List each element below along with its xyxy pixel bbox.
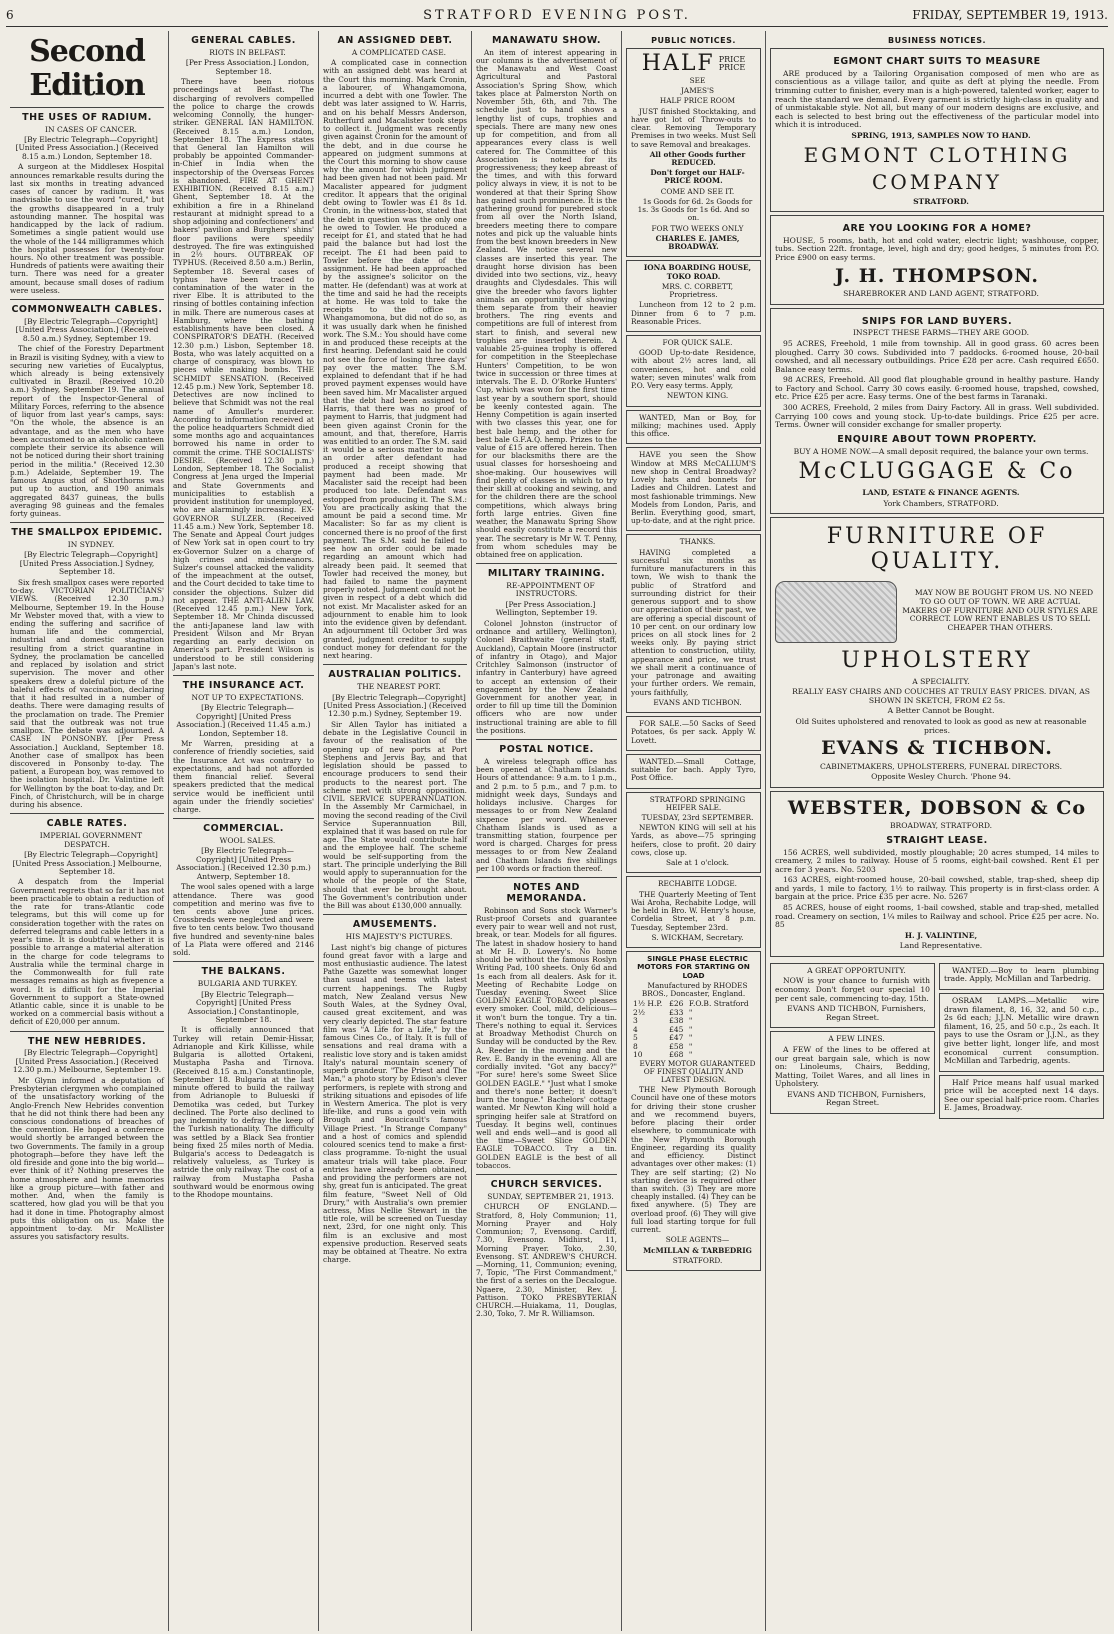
egmont-town: STRATFORD. xyxy=(913,196,969,206)
egmont-line-2: COMPANY xyxy=(872,169,1002,194)
heifer-sale-title: STRATFORD SPRINGING HEIFER SALE. xyxy=(649,794,746,812)
wanted-man-body: WANTED, Man or Boy, for milking; machines used. Apply this office. xyxy=(631,412,756,439)
insurance-headline: THE INSURANCE ACT. xyxy=(182,680,305,692)
motor-price-cell: £47 xyxy=(669,1033,684,1043)
commercial-subtitle: WOOL SALES. xyxy=(219,835,276,845)
evans-tichbon-sub: CABINETMAKERS, UPHOLSTERERS, FUNERAL DIRECTORS. xyxy=(819,761,1063,771)
evans-tichbon-firm: EVANS & TICHBON. xyxy=(821,737,1053,760)
plumbing-ad xyxy=(939,963,1104,990)
motor-price-cell: 1½ H.P. xyxy=(633,999,663,1009)
quick-sale-body: GOOD Up-to-date Residence, with about 2½ acres land, all conveniences, hot and cold water; seven minutes' walk from P.O. Very easy terms. Apply, xyxy=(631,348,756,391)
motor-price-cell: " xyxy=(688,1016,693,1026)
balkans-subtitle: BULGARIA AND TURKEY. xyxy=(197,979,298,989)
motor-price-row xyxy=(631,1026,756,1034)
dont-forget-label: Don't forget our HALF-PRICE ROOM. xyxy=(650,168,745,186)
motor-price-row xyxy=(631,1043,756,1051)
opportunity-body: NOW is your chance to furnish with economy. Don't forget our special 10 per cent sale, commencing to-day, 15th. xyxy=(775,976,930,1003)
amusements-subtitle: HIS MAJESTY'S PICTURES. xyxy=(345,932,453,942)
column-2 xyxy=(169,31,319,1631)
motor-price-cell: 10 xyxy=(633,1050,643,1060)
business-notices-header: BUSINESS NOTICES. xyxy=(887,36,986,45)
smallpox-headline: THE SMALLPOX EPIDEMIC. xyxy=(11,527,163,539)
politics-byline: [By Electric Telegraph—Copyright] [United Press Association.] (Received 12.30 p.m.) Sydney, September 19. xyxy=(323,692,467,719)
motors-title: SINGLE PHASE ELECTRIC MOTORS FOR STARTING ON LOAD xyxy=(637,954,750,980)
radium-byline: [By Electric Telegraph—Copyright] [United Press Association.] (Received 8.15 a.m.) London, September 18. xyxy=(15,134,159,161)
webster-item: 85 ACRES, house of eight rooms, 1-bail cowshed, stable and trap-shed, metalled road. Creamery on section, 1¼ miles to Railway and school. Price £25 per acre. No. 85 xyxy=(775,903,1099,930)
wanted-cottage-ad xyxy=(626,754,761,789)
webster-firm: WEBSTER, DOBSON & Co xyxy=(787,796,1087,819)
iona-title: IONA BOARDING HOUSE, TOKO ROAD. xyxy=(643,263,752,281)
show-window-ad xyxy=(626,447,761,531)
wanted-man-ad xyxy=(626,410,761,445)
motor-price-row xyxy=(631,1034,756,1042)
notes-headline: NOTES AND MEMORANDA. xyxy=(506,882,587,904)
radium-headline: THE USES OF RADIUM. xyxy=(22,111,152,123)
half-price-body: JUST finished Stocktaking, and have got lot of Throw-outs to clear. Removing Temporary Premises in two weeks. Must Sell to save Removal and breakages. xyxy=(631,106,756,149)
easy-chairs-line: REALLY EASY CHAIRS AND COUCHES AT TRULY EASY PRICES. DIVAN, AS SHOWN IN SKETCH, FROM £2 5s. xyxy=(792,687,1090,705)
insurance-subtitle: NOT UP TO EXPECTATIONS. xyxy=(191,692,304,702)
motor-price-cell: " xyxy=(688,1041,693,1051)
motors-body: THE New Plymouth Borough Council have one of these motors for driving their stone crusher and we recommend buyers, before placing their order elsewhere, to communicate with the New Plymouth Borough Engineer, regarding its quality and efficiency. Distinct advantages over other makes: (1) They are self starting; (2) No starting device is required other than switch. (3) They are more cheaply installed. (4) They can be fixed anywhere. (5) They are overload proof. (6) They will give full load starting torque for full current. xyxy=(631,1085,756,1235)
half-word: HALF xyxy=(641,51,715,77)
balkans-headline: THE BALKANS. xyxy=(201,966,286,978)
motor-price-cell: F.O.B. Stratford xyxy=(688,999,749,1009)
quick-sale-sign: NEWTON KING. xyxy=(666,391,729,401)
motor-price-cell: " xyxy=(688,1050,693,1060)
thanks-sign: EVANS AND TICHBON. xyxy=(653,697,742,707)
issue-date: FRIDAY, SEPTEMBER 19, 1913. xyxy=(912,8,1108,22)
church-body: CHURCH OF ENGLAND.—Stratford, 8, Holy Communion; 11, Morning Prayer and Holy Communion; 7, Evensong. Cardiff, 7.30, Evensong. Midhirst, 11, Morning Prayer. Toko, 2.30, Evensong. ST. ANDREW'S CHURCH.—Morning, 11, Communion; evening, 7, Topic, "The First Commandment," the first of a series on the Decalogue. Ngaere, 2.30, Minister, Rev. J. Pattison. TOKO PRESBYTERIAN CHURCH.—Huiakama, 11, Douglas, 2.30, Toko, 7. Mr R. Williamson. xyxy=(476,1202,617,1319)
furniture-ad xyxy=(770,517,1104,788)
motor-price-row xyxy=(631,1000,756,1008)
webster-item: 163 ACRES, eight-roomed house, 20-bail cowshed, stable, trap-shed, sheep dip and yards, 1 mile to factory, 1½ to railway. This property is in first-class order. A bargain at the price. Price £35 per acre. No. 5267 xyxy=(775,875,1099,902)
notes-body: Robinson and Sons stock Warner's Rust-proof Corsets and guarantee every pair to wear well and not rust, break, or tear. Models for all figures. The latest in shadow hosiery to hand at Mr H. D. Lowery's. No home should be without the famous Roslyn Writing Pad, 100 sheets. Only 6d and 1s each from all dealers. Ask for it. Meeting of Rechabite Lodge on Tuesday evening. Sweet Slice GOLDEN EAGLE TOBACCO pleases every smoker. Cool, mild, delicious—it won't burn the tongue. Try a tin. There's nothing to equal it. Services at Broadway Methodist Church on Sunday will be conducted by the Rev. A. Reeder in the morning and the Rev. E. Bandy in the evening. All are cordially invited. "Got any baccy?" "For sure! here's some Sweet Slice GOLDEN EAGLE." "Just what I smoke and there's none better; it doesn't burn the tongue." Bachelors' cottage wanted. Mr Newton King will hold a springing heifer sale at Stratford on Tuesday. It begins well, continues well and ends well—and is good all the time—Sweet Slice GOLDEN EAGLE TOBACCO. Try a tin. GOLDEN EAGLE is the best of all tobaccos. xyxy=(476,905,617,1170)
column-4 xyxy=(472,31,622,1631)
quick-sale-ad xyxy=(626,335,761,407)
iona-body: Luncheon from 12 to 2 p.m. Dinner from 6 to 7 p.m. Reasonable Prices. xyxy=(631,300,756,326)
motor-price-cell: £68 xyxy=(669,1050,684,1060)
snips-item: 95 ACRES, Freehold, 1 mile from township. All in good grass. 60 acres been ploughed. Carry 30 cows. Subdivided into 7 paddocks. 6-roomed house, 20-bail cowshed, and all necessary outbuildings. Price £28 per acre. Cash required £650. Balance easy terms. xyxy=(775,338,1099,374)
half-price-ad xyxy=(626,48,761,257)
balkans-byline: [By Electric Telegraph—Copyright] [United Press Association.] Constantinople, September 18. xyxy=(187,989,300,1024)
motor-price-cell: £38 xyxy=(669,1016,684,1026)
church-headline: CHURCH SERVICES. xyxy=(490,1179,603,1191)
amusements-body: Last night's big change of pictures found great favor with a large and most enthusiastic audience. The latest Pathe Gazette was somewhat longer than usual and teems with latest current happenings. The Rugby match, New Zealand versus New South Wales, at the Sydney Oval, caused great excitement, and was very clearly depicted. The star feature film was "A Life for a Life," by the famous Cines Co., of Italy. It is full of sensations and real drama with a realistic love story and is taken amidst Italy's natural mountain scenery of superb grandeur. "The Priest and The Man," a photo story by Edison's clever performers, is replete with strong and striking situations and episodes of life in Western America. The plot is very life-like, and runs a good vein with Brough and Boucicault's famous Village Priest. "In Strange Company" and a host of comics and splendid coloured scenics tend to make a first-class programme. To-night the usual amateur trials will take place. Four entries have already been obtained, and providing the performers are not shy, great fun is anticipated. The great film feature, "Sweet Nell of Old Drury," with Australia's own premier actress, Miss Nellie Stewart in the title role, will be screened on Tuesday next, 23rd, for one night only. This film is an exclusive and most expensive production. Reserved seats may be obtained at Theatre. No extra charge. xyxy=(323,942,467,1265)
military-byline: [Per Press Association.] Wellington, September 19. xyxy=(495,599,598,618)
motor-price-cell: 8 xyxy=(633,1041,638,1051)
webster-item: 156 ACRES, well subdivided, mostly ploughable; 20 acres stumped, 14 miles to creamery, 2 miles to railway. House of 5 rooms, eight-bail cowshed. Rent £1 per acre for 3 years. No. 5203 xyxy=(775,847,1099,874)
hebrides-byline: [By Electric Telegraph—Copyright] [United Press Association.] (Received 12.30 p.m.) Melbourne, September 19. xyxy=(12,1048,162,1075)
cable-rates-byline: [By Electric Telegraph—Copyright] [United Press Association.] Melbourne, September 18. xyxy=(12,850,162,876)
snips-title: SNIPS FOR LAND BUYERS. xyxy=(861,315,1013,327)
few-lines-title: A FEW LINES. xyxy=(828,1034,885,1044)
enquire-title: ENQUIRE ABOUT TOWN PROPERTY. xyxy=(837,433,1037,445)
commonwealth-body: The chief of the Forestry Department in Brazil is visiting Sydney, with a view to securing new varieties of Eucalyptus, which already is being extensively cultivated in Brazil. (Received 10.20 a.m.) Sydney, September 19. The annual report of the Inspector-General of Military Forces, referring to the absence of liquor from last year's camps, says: "On the whole, the absence is an advantage, and as the men who have been accustomed to an alcoholic canteen complete their service its absence will not be noticed during their short training period in the militia." (Received 12.30 p.m.) Adelaide, September 19. The famous Angus stud of Shorthorns was put up to auction, and 190 animals aggregated 8437 guineas, the bulls averaging 98 guineas and the females forty guineas. xyxy=(10,344,164,518)
opportunity-ad xyxy=(770,963,935,1028)
motor-price-cell: " xyxy=(688,1007,693,1017)
thanks-title: THANKS. xyxy=(679,537,716,547)
motor-price-cell: £45 xyxy=(669,1024,684,1034)
commercial-headline: COMMERCIAL. xyxy=(203,823,284,835)
motor-price-row xyxy=(631,1009,756,1017)
mccluggage-firm: McCLUGGAGE & Co xyxy=(798,459,1076,485)
few-lines-sign: EVANS AND TICHBON, Furnishers, Regan Street. xyxy=(787,1089,926,1108)
furniture-title: FURNITURE OF QUALITY. xyxy=(826,524,1048,574)
half-price-notice-ad xyxy=(939,1075,1104,1119)
heifer-sale-date: TUESDAY, 23rd SEPTEMBER. xyxy=(641,813,754,822)
commonwealth-byline: [By Electric Telegraph—Copyright] [United Press Association.] (Received 8.50 a.m.) Sydney, September 19. xyxy=(15,316,159,343)
snips-ad xyxy=(770,308,1104,514)
balkans-body: It is officially announced that Turkey will retain Demir-Hissar, Adrianople and Kirk Killisse, while Bulgaria is allotted Ortakeni, Mustapha Pasha and Tirnova. (Received 8.15 a.m.) Constantinople, September 18. Bulgaria at the last minute offered to build the railway from Adrianople to Bulueski if Demotika was ceded, but Turkey declined. The Porte also declined to pay indemnity to defray the keep of the Turkish nationality. The difficulty was settled by a Black Sea frontier being fixed 25 miles north of Media. Bulgaria's access to Dedeagatch is relatively valueless, as Turkey is astride the only railway. The cost of a railway from Mustapha Pasha southward would be enormous owing to the Rhodope mountains. xyxy=(173,1025,314,1200)
heifer-sale-time: Sale at 1 o'clock. xyxy=(666,858,729,868)
upholstery-speciality: A SPECIALITY. xyxy=(912,676,970,686)
debt-headline: AN ASSIGNED DEBT. xyxy=(337,35,453,46)
motors-ad xyxy=(626,951,761,1271)
amusements-headline: AMUSEMENTS. xyxy=(352,919,438,931)
quick-sale-title: FOR QUICK SALE. xyxy=(662,337,733,347)
upholstery-title: UPHOLSTERY xyxy=(841,647,1033,673)
wanted-cottage-body: WANTED.—Small Cottage, suitable for bach. Apply Tyro, Post Office. xyxy=(631,756,756,783)
better-line: A Better Cannot be Bought. xyxy=(887,706,995,716)
rechabite-sign: S. WICKHAM, Secretary. xyxy=(651,932,744,942)
postal-headline: POSTAL NOTICE. xyxy=(499,744,594,756)
thompson-role: SHAREBROKER AND LAND AGENT, STRATFORD. xyxy=(843,289,1039,299)
show-body: An item of interest appearing in our columns is the advertisement of the Manawatu and West Coast Agricultural and Pastoral Association's Spring Show, which takes place at Palmerston North on November 5th, 6th, and 7th. The schedule just to hand shows a lengthy list of cups, trophies and specials. There are many new ones up for competition, and from all appearances every class is well catered for. The Committee of this Association is noted for its progressiveness; they keep abreast of the times, and with this forward policy always in view, it is not to be wondered at that their Spring Show has gained such prominence. It is the gathering ground for purebred stock from all over the North Island, breeders meeting there to compare notes and pick up the valuable hints from the best known breeders in New Zealand. We notice several new classes are inserted this year. The draught horse division has been divided into two sections, viz., heavy draughts and Clydesdales. This will give the breeder who favors lighter animals an opportunity of showing them separate from their heavier brothers. The ring events and competitions are full of interest from start to finish, and several new trophies are inserted therein. A valuable 25-guinea trophy is offered for competition in the Steeplechase Hunters' Competition, to be won twice in succession or three times at intervals. The E. D. O'Rorke Hunters' Cup, which was won for the first time last year by a southern sport, should be keenly contested again. The Henny Competition is again inserted with two classes this year, one for best bale hemp, and the other for best bale G.F.A.Q. hemp. Prizes to the value of £15 are offered herein. Then for our blacksmiths there are the usual classes for horseshoeing and shoe-making. Our housewives will find plenty of classes in which to try their skill at cooking and sewing, and for the children there are the school competitions, which always bring forth large entries. Given fine weather, the Manawatu Spring Show should easily constitute a record this year. The secretary is Mr W. T. Penny, from whom schedules may be obtained free on application. xyxy=(476,47,617,560)
general-cables-headline: GENERAL CABLES. xyxy=(191,35,296,46)
column-3 xyxy=(319,31,472,1631)
smallpox-byline: [By Electric Telegraph—Copyright] [United Press Association.] Sydney, September 18. xyxy=(19,550,158,577)
military-subtitle: RE-APPOINTMENT OF INSTRUCTORS. xyxy=(506,581,595,599)
cable-rates-subtitle: IMPERIAL GOVERNMENT DESPATCH. xyxy=(39,831,143,849)
motors-town: STRATFORD. xyxy=(672,1255,723,1265)
see-label: SEE xyxy=(689,75,706,85)
column-6 xyxy=(766,31,1108,1631)
egmont-body: ARE produced by a Tailoring Organisation composed of men who are as conscientious as a village tailor, and quite as deft at plying the needle. From trimming cutter to finisher, every man is a high-powered, talented worker, eager to reach the standard we demand. Every garment is strictly high-class in quality and of unmistakable style. Not all, but many of our modern designs are exclusive, and each is selected to best bring out the effectiveness of the particular model into which it is introduced. xyxy=(775,68,1099,130)
mccluggage-sub: LAND, ESTATE & FINANCE AGENTS. xyxy=(862,487,1020,497)
hebrides-headline: THE NEW HEBRIDES. xyxy=(27,1035,147,1047)
military-body: Colonel Johnston (instructor of ordnance and artillery, Wellington), Colonel Braithwaite (general staff, Auckland), Captain Moore (instructor of infantry in Otago), and Major Critchley Salmonson (instructor of infantry in Canterbury) have agreed to accept an extension of their engagement by the New Zealand Government for another year, in order to fill up time till the Dominion officers who are now under instructional training are able to fill the positions. xyxy=(476,618,617,735)
motors-price-table xyxy=(631,1000,756,1059)
home-body: HOUSE, 5 rooms, bath, hot and cold water, electric light; washhouse, copper, tubs. Section 22ft. frontage, level, high and dry; good hedges, 5 minutes from P.O. Price £900 on easy terms. xyxy=(775,235,1099,263)
heifer-sale-body: NEWTON KING will sell at his Yards, as above—75 springing heifers, close to profit. 20 dairy cows, close up. xyxy=(631,823,756,857)
reduced-label: All other Goods further REDUCED. xyxy=(649,149,746,167)
motors-guarantee: EVERY MOTOR GUARANTEED OF FINEST QUALITY AND LATEST DESIGN. xyxy=(639,1058,756,1084)
motor-price-cell: " xyxy=(688,1033,693,1043)
page-number: 6 xyxy=(6,8,14,22)
motor-price-cell: " xyxy=(688,1024,693,1034)
cable-rates-body: A despatch from the Imperial Government regrets that so far it has not been practicable to obtain a reduction of the rate for trans-Atlantic code telegrams, but this will come up for consideration together with the rates on deferred telegrams and cable letters in a year's time. It is doubtful whether it is possible to arrange a material alteration in the charge for code telegrams to Australia while the terminal charge in the Commonwealth for full rate messages remains as high as fivepence a word. It is difficult for the Imperial Government to support a State-owned Atlantic cable, since it is unable to be worked on a commercial basis without a deficit of £20,000 per annum. xyxy=(10,877,164,1027)
motor-price-cell: 2½ xyxy=(633,1007,646,1017)
commercial-body: The wool sales opened with a large attendance. There was good competition and merino was five to ten cents above June prices. Crossbreds were neglected and were five to ten cents below. Two thousand five hundred and seventy-nine bales of La Plata were offered and 2146 sold. xyxy=(173,882,314,958)
webster-rep: H. J. VALINTINE, xyxy=(904,930,978,940)
show-headline: MANAWATU SHOW. xyxy=(491,35,602,46)
insurance-body: Mr Warren, presiding at a conference of friendly societies, said the Insurance Act was contrary to expectations, and had not afforded them financial relief. Several speakers predicted that the medical service would be inefficient until again under the friendly societies' charge. xyxy=(173,739,314,814)
osram-ad xyxy=(939,993,1104,1072)
rechabite-body: THE Quarterly Meeting of Tent Wai Aroha, Rechabite Lodge, will be held in Bro. W. Henry's house, Cordelia Street, at 8 p.m. Tuesday, September 23rd. xyxy=(631,889,756,932)
motors-maker: Manufactured by RHODES BROS., Doncaster, England. xyxy=(641,980,748,998)
mccluggage-address: York Chambers, STRATFORD. xyxy=(883,498,999,508)
opportunity-title: A GREAT OPPORTUNITY. xyxy=(807,965,906,975)
seed-potatoes-ad xyxy=(626,716,761,751)
postal-body: A wireless telegraph office has been opened at Chatham Islands. Hours of attendance: 9 a.m. to 1 p.m., and 2 p.m. to 5 p.m., and 7 p.m. to midnight week days, Sundays and holidays inclusive. Charges for messages to or from New Zealand sixpence per word. Whenever Chatham Islands is used as a transmitting station, fourpence per word is charged. Charges for press messages to or from New Zealand and Chatham Islands five shillings per 100 words or fraction thereof. xyxy=(476,756,617,873)
home-title: ARE YOU LOOKING FOR A HOME? xyxy=(842,223,1032,235)
insurance-byline: [By Electric Telegraph—Copyright] [United Press Association.] (Received 11.45 a.m.) London, September 18. xyxy=(176,703,311,738)
thanks-body: HAVING completed a successful six months as furniture manufacturers in this town, We wish to thank the public of Stratford and surrounding district for their generous support and to show our appreciation of their past, we are offering a special discount of 10 per cent. on our ordinary low prices on all stock lines for 2 weeks only. By paying strict attention to construction, utility, appearance and price, we trust we shall merit a continuance of your patronage and awaiting your further orders. We remain, yours faithfully, xyxy=(631,547,756,697)
newspaper-title: STRATFORD EVENING POST. xyxy=(423,7,691,23)
edition-label: Second Edition xyxy=(29,34,145,103)
cable-rates-headline: CABLE RATES. xyxy=(46,818,128,830)
jamess-label: JAMES'S xyxy=(681,86,714,96)
military-headline: MILITARY TRAINING. xyxy=(487,568,606,580)
osram-body: OSRAM LAMPS.—Metallic wire drawn filament, 8, 16, 32, and 50 c.p., 2s 6d each; J.J.N. Metallic wire drawn filament, 16, 25, and 50 c.p., 2s each. It pays to use the Osram or J.J.N., as they give better light, longer life, and most economical current consumption. McMillan and Tarbedrig, agents. xyxy=(944,996,1099,1066)
public-notices-header: PUBLIC NOTICES. xyxy=(651,36,736,45)
divan-illustration xyxy=(775,581,897,643)
rechabite-ad xyxy=(626,876,761,948)
smallpox-body: Six fresh smallpox cases were reported to-day. VICTORIAN POLITICIANS' VIEWS. (Received 12.30 p.m.) Melbourne, September 19. In the House Mr Webster moved that, with a view to ending the suffering and sacrifice of human life and the commercial, industrial and domestic stagnation resulting from a strict quarantine in Sydney, the proclamation be cancelled and replaced by isolation and strict supervision. The mover and other speakers drew a doleful picture of the baleful effects of vaccination, declaring that it had resulted in a number of deaths. There were damaging results of the proclamation on trade. The Premier said that the outbreak was not true smallpox. The debate was adjourned. A CASE IN PONSONBY. [Per Press Association.] Auckland, September 18. Another case of smallpox has been discovered in Ponsonby to-day. The patient, a European boy, was removed to the isolation hospital. Dr. Valintine left for Wellington by the boat to-day, and Dr. Finch, of Christchurch, will be in charge during his absence. xyxy=(10,577,164,810)
column-1 xyxy=(6,31,169,1631)
rechabite-title: RECHABITE LODGE. xyxy=(658,879,737,889)
buy-home-line: BUY A HOME NOW.—A small deposit required, the balance your own terms. xyxy=(793,446,1089,456)
egmont-ad xyxy=(770,48,1104,212)
motor-price-cell: 3 xyxy=(633,1016,638,1026)
motor-price-cell: £58 xyxy=(669,1041,684,1051)
general-cables-body: There have been riotous proceedings at Belfast. The discharging of revolvers compelled the police to charge the crowds welcoming Connolly, the hunger-striker. GENERAL IAN HAMILTON. (Received 8.15 a.m.) London, September 18. The Express states that General Ian Hamilton will probably be appointed Commander-in-Chief in India when the inspectorship of the Overseas Forces is abandoned. FIRE AT GHENT EXHIBITION. (Received 8.15 a.m.) Ghent, September 18. At the exhibition a fire in a Rhineland restaurant at midnight spread to a shop adjoining and confectioners' and bakers' pavilion and Burghers' shins' floor pavilions were speedily destroyed. The fire was extinguished in 2½ hours. OUTBREAK OF TYPHUS. (Received 8.50 a.m.) Berlin, September 18. Several cases of typhus have been traced to contamination of the water in the river Elbe. It is attributed to the rinsing of bottles containing infection in milk. There are numerous cases at Hamburg, where the bathing establishments have been closed. A CONSPIRATOR'S DEATH. (Received 12.30 p.m.) Lisbon, September 18. Bosta, who was lately acquitted on a charge of conspiracy, was blown to pieces while making bombs. THE SCHMIDT SENSATION. (Received 12.45 p.m.) New York, September 18. Detectives are now inclined to believe that Schmidt was not the real name of Amuller's murderer. According to information received at the police headquarters Schmidt died some months ago and acquaintances borrowed his name in order to commit the crime. THE SOCIALISTS' DESIRE. (Received 12.30 p.m.) London, September 18. The Socialist Congress at Jena urged the Imperial and State Governments and municipalities to establish a provident institution for unemployed, who are alarmingly increasing. EX-GOVERNOR SULZER. (Received 11.45 a.m.) New York, September 18. The Senate and Appeal Court judges of New York sat in open court to try ex-Governor Sulzer on a charge of high crimes and misdemeanors. Sulzer's counsel attacked the validity of the impeachment at the outset, and the Court decided to take time to consider the objections. Sulzer did not appear. THE ANTI-ALIEN LAW. (Received 12.45 p.m.) New York, September 18. Mr Chinda discussed the anti-Japanese land law with President Wilson and Mr Bryan regarding an early decision on America's part. President Wilson is understood to be still considering Japan's last note. xyxy=(173,77,314,671)
radium-body: A surgeon at the Middlesex Hospital announces remarkable results during the last six months in treating advanced cases of cancer by radium. It was inadvisable to use the word "cured," but the growths disappeared in a truly astounding manner. The hospital was handicapped by the lack of radium. Sometimes a single patient would use the whole of the 144 milligrammes which the hospital possesses for twenty-four hours. No other treatment was possible. Hundreds of patients were awaiting their turn. There was need for a greater amount, because small doses of radium were useless. xyxy=(10,162,164,295)
egmont-line-1: EGMONT CLOTHING xyxy=(803,143,1071,168)
few-lines-ad xyxy=(770,1031,935,1114)
furniture-body: MAY NOW BE BOUGHT FROM US. NO NEED TO GO OUT OF TOWN. WE ARE ACTUAL MAKERS OF FURNITURE AND OUR STYLES ARE CORRECT. LOW RENT ENABLES US TO SELL CHEAPER THAN OTHERS. xyxy=(902,588,1098,632)
snips-subtitle: INSPECT THESE FARMS—THEY ARE GOOD. xyxy=(852,328,1030,338)
egmont-spring: SPRING, 1913, SAMPLES NOW TO HAND. xyxy=(851,130,1031,140)
radium-subtitle: IN CASES OF CANCER. xyxy=(45,124,137,134)
show-window-body: HAVE you seen the Show Window at MRS McCALLUM'S new shop in Central Broadway? Lovely hats and bonnets for Ladies and Children. Latest and most fashionable trimmings. New Models from London, Paris, and Berlin. Everything good, smart, up-to-date, and at the right price. xyxy=(631,450,756,526)
webster-rep-role: Land Representative. xyxy=(899,941,983,951)
home-ad xyxy=(770,215,1104,305)
webster-ad xyxy=(770,791,1104,957)
commercial-byline: [By Electric Telegraph—Copyright] [United Press Association.] (Received 12.30 p.m.) Antwerp, September 18. xyxy=(176,846,311,881)
thompson-name: J. H. THOMPSON. xyxy=(835,264,1039,287)
opportunity-sign: EVANS AND TICHBON, Furnishers, Regan Street. xyxy=(787,1004,926,1022)
motor-price-row xyxy=(631,1017,756,1025)
webster-place: BROADWAY, STRATFORD. xyxy=(889,821,993,831)
smallpox-subtitle: IN SYDNEY. xyxy=(67,539,115,549)
motor-price-cell: £26 xyxy=(669,999,684,1009)
hebrides-body: Mr Glynn informed a deputation of Presbyterian clergymen who complained of the unsatisfactory working of the Anglo-French New Hebrides convention that he did not think there had been any conscious condonations of breaches of the convention. He hoped a conference would shortly be arranged between the two Governments. The family in a group photograph—before they have left the old fireside and gone into the big world—ever think of it? Nothing preserves the home atmosphere and home memories like a group picture—with father and mother. And, when the family is scattered, how glad you will be that you had it done in time. Photography almost puts this obligation on us. Make the appointment to-day. Mr McAllister assures you satisfactory results. xyxy=(10,1075,164,1242)
half-price-notice-body: Half Price means half usual marked price will be accepted next 14 days. See our special half-price room. Charles E. James, Broadway. xyxy=(944,1077,1099,1113)
motors-agents-label: SOLE AGENTS— xyxy=(665,1235,730,1245)
goods-prices: 1s Goods for 6d. 2s Goods for 1s. 3s Goods for 1s 6d. And so on. xyxy=(637,196,753,223)
column-5 xyxy=(622,31,766,1631)
snips-item: 300 ACRES, Freehold, 2 miles from Dairy Factory. All in grass. Well subdivided. Carrying 100 cows and young stock. Up-to-date buildings. Price £25 per acre. Terms. Owner will consider exchange for smaller property. xyxy=(775,403,1099,430)
debt-subtitle: A COMPLICATED CASE. xyxy=(351,47,447,57)
politics-headline: AUSTRALIAN POLITICS. xyxy=(328,669,462,681)
commonwealth-headline: COMMONWEALTH CABLES. xyxy=(11,304,163,316)
motors-firm: McMILLAN & TARBEDRIG xyxy=(643,1245,752,1255)
seed-potatoes-body: FOR SALE.—50 Sacks of Seed Potatoes, 6s per sack. Apply W. Lovett. xyxy=(631,719,756,745)
church-subtitle: SUNDAY, SEPTEMBER 21, 1913. xyxy=(487,1191,614,1201)
few-lines-body: A FEW of the lines to be offered at our great bargain sale, which is now on: Linoleums, Chairs, Bedding, Matting, Toilet Wares, and all lines in Upholstery. xyxy=(775,1044,930,1089)
politics-subtitle: THE NEAREST PORT. xyxy=(357,682,441,692)
plumbing-body: WANTED.—Boy to learn plumbing trade. Apply, McMillan and Tarbedrig. xyxy=(944,965,1099,984)
general-cables-byline: [Per Press Association.] London, September 18. xyxy=(185,58,310,76)
iona-proprietress: MRS. C. CORBETT, Proprietress. xyxy=(661,281,734,300)
half-price-owner: CHARLES E. JAMES, BROADWAY. xyxy=(655,233,740,252)
politics-body: Sir Allen Taylor has initiated a debate in the Legislative Council in favour of the realisation of the opening up of new ports at Port Stephens and Jervis Bay, and that legislation should be passed to encourage producers to send their products to the nearest port. The scheme met with strong opposition. CIVIL SERVICE SUPERANNUATION. In the Assembly Mr Carmichael, in moving the second reading of the Civil Service Superannuation Bill, explained that it was based on rule for age. The State would contribute half and the employee half. The scheme would be self-supporting from the start. The principle underlying the Bill would apply to superannuation for the whole of the people of the State, should that ever be brought about. The Government's contribution under the Bill was about £130,000 annually. xyxy=(323,719,467,911)
masthead xyxy=(6,4,1108,27)
webster-lease: STRAIGHT LEASE. xyxy=(886,834,988,846)
price-word-1: PRICE xyxy=(718,54,746,64)
egmont-title: EGMONT CHART SUITS TO MEASURE xyxy=(833,56,1041,68)
two-weeks-label: FOR TWO WEEKS ONLY xyxy=(651,223,744,233)
motor-price-cell: £33 xyxy=(669,1007,684,1017)
general-cables-subtitle: RIOTS IN BELFAST. xyxy=(209,47,286,57)
thanks-ad xyxy=(626,534,761,713)
snips-item: 98 ACRES, Freehold. All good flat ploughable ground in healthy pasture. Handy to Factory and School. Carry 30 cows easily. 6-roomed house, trapshed, cowshed, etc. Price £25 per acre. Easy terms. One of the best farms in Taranaki. xyxy=(775,375,1099,402)
price-word-2: PRICE xyxy=(718,63,746,73)
half-price-room-label: HALF PRICE ROOM xyxy=(659,96,736,106)
motor-price-cell: 5 xyxy=(633,1033,638,1043)
heifer-sale-ad xyxy=(626,792,761,874)
old-suites-line: Old Suites upholstered and renovated to look as good as new at reasonable prices. xyxy=(795,716,1087,735)
debt-body: A complicated case in connection with an assigned debt was heard at the Court this morning. Mark Cronin, a labourer, of Whangamomona, incurred a debt with one Towler. The debt was later assigned to W. Harris, and on his behalf Messrs Anderson, Rutherfurd and Macalister took steps to collect it. Judgment was recently given against Cronin for the amount of the debt, and in due course he appeared on judgment summons at the Court this morning to show cause why the amount for which judgment had been given had not been paid. Mr Macalister appeared for judgment creditor. It appears that the original debt owing to Towler was £1 8s 1d. Cronin, in the witness-box, stated that the debt in question was the only one he owed to Towler. He produced a receipt for £1, and stated that he had paid the balance but had lost the receipt. The £1 had been paid to Towler before the date of the assignment. He had been approached by the assignee's solicitor on the matter. He (defendant) was at work at the time and said he had the receipts at home. He was told to take the receipts to the office in Whangamomona, but did not do so, as it was usually dark when he finished work. The S.M.: You should have come in and produced these receipts at the first hearing. Defendant said he could not see the force of losing three days' pay over the matter. The S.M. explained to defendant that if he had proved payment expenses would have been saved him. Mr Macalister argued that the debt had been assigned to Harris, that there was no proof of payment to Harris, that judgment had been given against Cronin for the amount, and that, therefore, Harris was entitled to an order. The S.M. said it would be a serious matter to make an order after defendant had produced a receipt showing that payment had been made. Mr Macalister said the receipt had been produced too late. Defendant was estopped from producing it. The S.M.: You are practically asking that the amount be paid a second time. Mr Macalister: So far as my client is concerned there is no proof of the first payment. The S.M. said he failed to see how an order could be made regarding an amount which had already been paid. It seemed that Towler had received the money, but had failed to name the payment properly noted. Judgment could not be given in respect of a debt which did not exist. Mr Macalister asked for an adjournment to enable him to look into the evidence given by defendant. An adjournment till October 3rd was granted, judgment creditor to supply conduct money for defendant for the next hearing. xyxy=(323,58,467,661)
come-see-label: COME AND SEE IT. xyxy=(660,186,735,196)
evans-tichbon-address: Opposite Wesley Church. 'Phone 94. xyxy=(871,772,1011,782)
motor-price-cell: 4 xyxy=(633,1024,638,1034)
iona-ad xyxy=(626,260,761,332)
